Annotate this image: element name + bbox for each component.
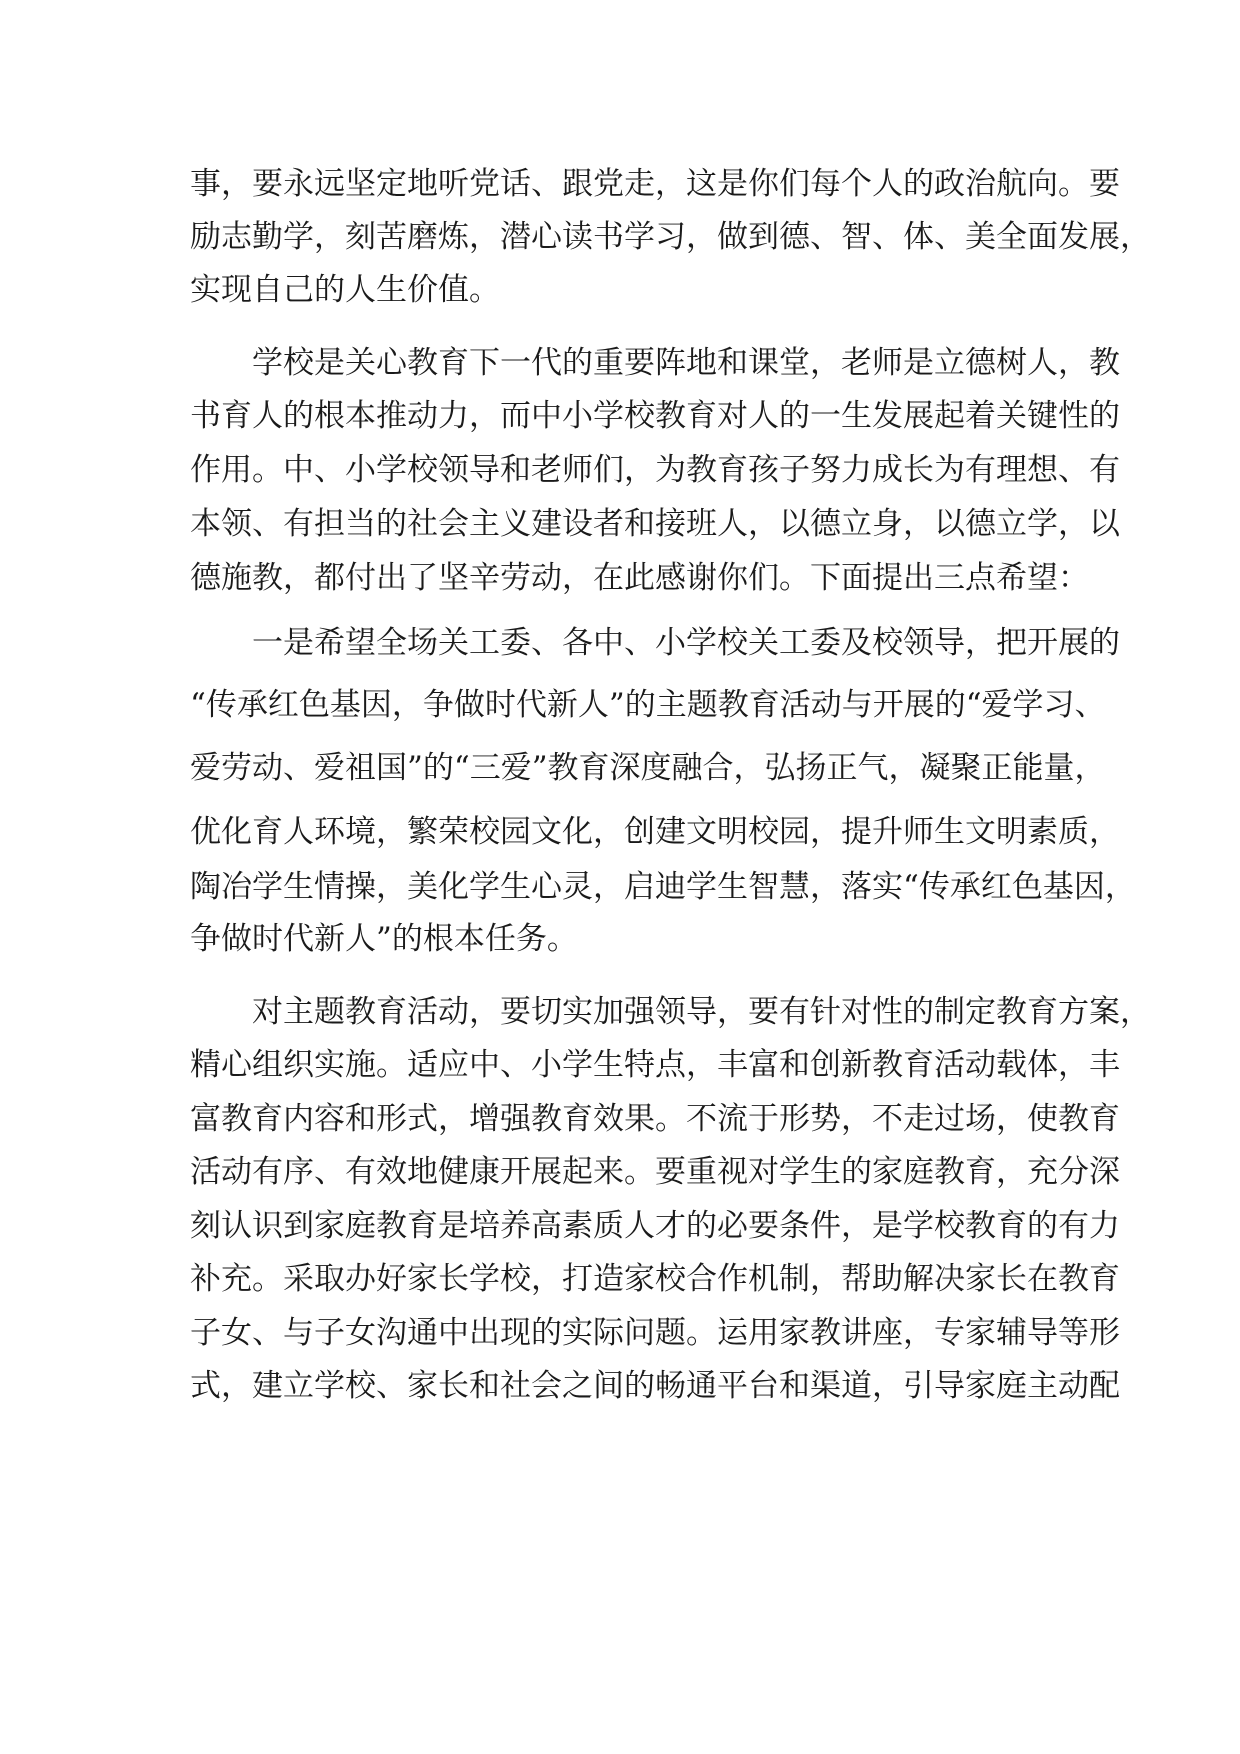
paragraph-4-line-7: 子女、与子女沟通中出现的实际问题。运用家教讲座，专家辅导等形 [190,1315,1120,1351]
paragraph-2-line-4: 本领、有担当的社会主义建设者和接班人，以德立身，以德立学，以 [190,506,1120,542]
paragraph-4-line-3: 富教育内容和形式，增强教育效果。不流于形势，不走过场，使教育 [190,1101,1120,1137]
paragraph-2-line-1: 学校是关心教育下一代的重要阵地和课堂，老师是立德树人，教 [252,345,1120,381]
paragraph-3-line-4: 优化育人环境，繁荣校园文化，创建文明校园，提升师生文明素质， [190,814,1120,850]
paragraph-3-line-5: 陶冶学生情操，美化学生心灵，启迪学生智慧，落实“传承红色基因， [190,869,1136,905]
paragraph-3-line-3: 爱劳动、爱祖国”的“三爱”教育深度融合，弘扬正气，凝聚正能量， [190,750,1106,786]
paragraph-2-line-3: 作用。中、小学校领导和老师们，为教育孩子努力成长为有理想、有 [190,452,1120,488]
paragraph-4-line-8: 式，建立学校、家长和社会之间的畅通平台和渠道，引导家庭主动配 [190,1368,1120,1404]
paragraph-3-line-2: “传承红色基因，争做时代新人”的主题教育活动与开展的“爱学习、 [190,687,1106,723]
paragraph-4-line-1: 对主题教育活动，要切实加强领导，要有针对性的制定教育方案， [252,994,1151,1030]
paragraph-4-line-5: 刻认识到家庭教育是培养高素质人才的必要条件，是学校教育的有力 [190,1208,1120,1244]
paragraph-3-line-1: 一是希望全场关工委、各中、小学校关工委及校领导，把开展的 [252,625,1120,661]
paragraph-4-line-2: 精心组织实施。适应中、小学生特点，丰富和创新教育活动载体，丰 [190,1047,1120,1083]
paragraph-1-line-2: 励志勤学，刻苦磨炼，潜心读书学习，做到德、智、体、美全面发展， [190,219,1151,255]
paragraph-3-line-6: 争做时代新人”的根本任务。 [190,921,578,957]
paragraph-4-line-4: 活动有序、有效地健康开展起来。要重视对学生的家庭教育，充分深 [190,1154,1120,1190]
paragraph-1-line-3: 实现自己的人生价值。 [190,272,500,308]
paragraph-4-line-6: 补充。采取办好家长学校，打造家校合作机制，帮助解决家长在教育 [190,1261,1120,1297]
paragraph-2-line-5: 德施教，都付出了坚辛劳动，在此感谢你们。下面提出三点希望： [190,560,1089,596]
paragraph-2-line-2: 书育人的根本推动力，而中小学校教育对人的一生发展起着关键性的 [190,398,1120,434]
paragraph-1-line-1: 事，要永远坚定地听党话、跟党走，这是你们每个人的政治航向。要 [190,166,1120,202]
